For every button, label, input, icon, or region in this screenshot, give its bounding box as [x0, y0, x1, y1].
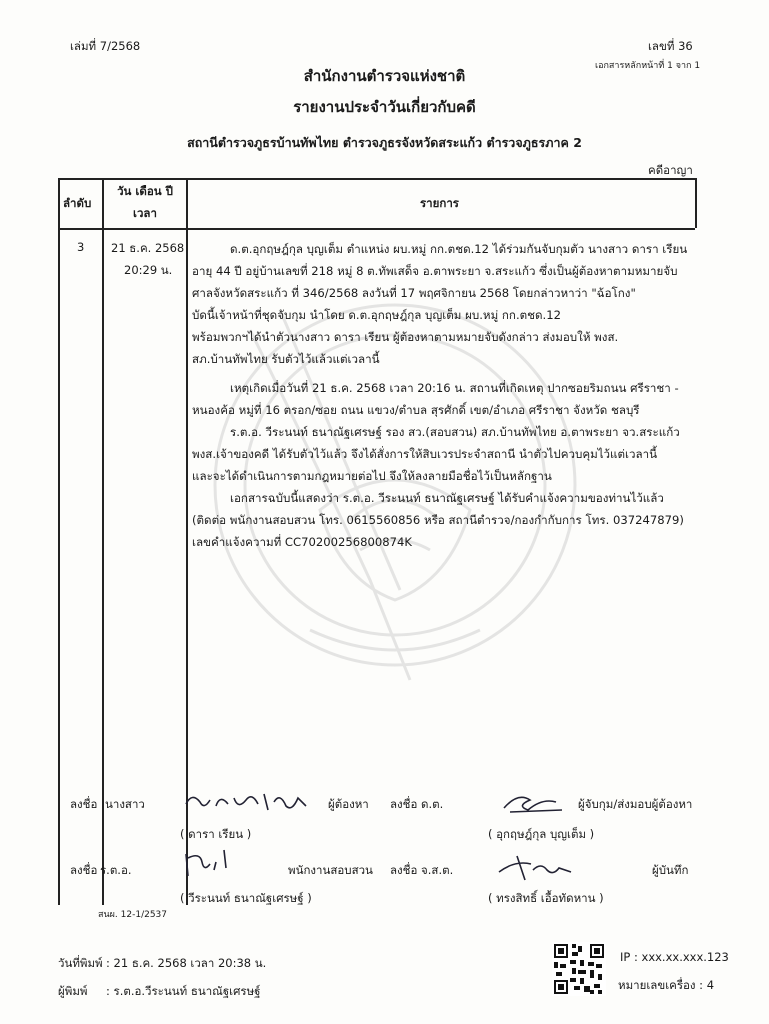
- sign-label: ลงชื่อ จ.ส.ต.: [390, 863, 454, 877]
- col-header-items: รายการ: [420, 196, 459, 210]
- entry-line: พร้อมพวกฯได้นำตัวนางสาว ดารา เรียน ผู้ต้องหาตามหมายจับดังกล่าว ส่งมอบให้ พงส.: [192, 330, 619, 344]
- entry-line: เอกสารฉบับนี้แสดงว่า ร.ต.อ. วีระนนท์ ธนาณัฐเศรษฐ์ ได้รับคำแจ้งความของท่านไว้แล้ว: [230, 491, 664, 505]
- form-code: สนผ. 12-1/2537: [98, 910, 168, 920]
- entry-line: เลขคำแจ้งความที่ CC70200256800874K: [192, 535, 412, 549]
- entry-line: หนองค้อ หมู่ที่ 16 ตรอก/ซอย ถนน แขวง/ตำบล สุรศักดิ์ เขต/อำเภอ ศรีราชา จังหวัด ชลบุรี: [192, 403, 640, 417]
- investigator-role: พนักงานสอบสวน: [288, 863, 373, 877]
- investigator-signature: [180, 846, 240, 882]
- book-number: เล่มที่ 7/2568: [70, 39, 141, 53]
- table-top-border: [58, 178, 695, 180]
- col-header-no: ลำดับ: [63, 196, 92, 210]
- entry-line: พงส.เจ้าของคดี ได้รับตัวไว้แล้ว จึงได้สั่งการให้สิบเวรประจำสถานี นำตัวไปควบคุมไว้แต่เวลานี้: [192, 447, 658, 461]
- entry-line: ด.ต.อุกฤษฎ์กุล บุญเต็ม ตำแหน่ง ผบ.หมู่ กก.ตชด.12 ได้ร่วมกันจับกุมตัว นางสาว ดารา เรียน: [230, 242, 688, 256]
- entry-line: ศาลจังหวัดสระแก้ว ที่ 346/2568 ลงวันที่ 17 พฤศจิกายน 2568 โดยกล่าวหาว่า "ฉ้อโกง": [192, 286, 636, 300]
- table-header-border: [58, 228, 695, 230]
- suspect-signature: [180, 784, 320, 818]
- officer-rank: ร.ต.อ.: [100, 863, 132, 877]
- col-header-date: วัน เดือน ปี: [117, 184, 173, 198]
- suspect-name: ( ดารา เรียน ): [180, 827, 252, 841]
- print-date-label: วันที่พิมพ์: [58, 956, 103, 970]
- printer-label: ผู้พิมพ์: [58, 984, 88, 998]
- entry-line: ร.ต.อ. วีระนนท์ ธนาณัฐเศรษฐ์ รอง สว.(สอบสวน) สภ.บ้านทัพไทย อ.ตาพระยา จว.สระแก้ว: [230, 425, 680, 439]
- col-header-time: เวลา: [133, 206, 157, 220]
- entry-line: สภ.บ้านทัพไทย รับตัวไว้แล้วแต่เวลานี้: [192, 352, 380, 366]
- recorder-signature: [495, 850, 575, 884]
- arrester-signature: [500, 788, 570, 816]
- column-divider-1: [102, 178, 104, 905]
- page-info: เอกสารหลักหน้าที่ 1 จาก 1: [595, 61, 701, 71]
- entry-line: อายุ 44 ปี อยู่บ้านเลขที่ 218 หมู่ 8 ต.ทัพเสด็จ อ.ตาพระยา จ.สระแก้ว ซึ่งเป็นผู้ต้องหาตามหมายจับ: [192, 264, 678, 278]
- report-title: รายงานประจำวันเกี่ยวกับคดี: [293, 98, 476, 116]
- sign-label: ลงชื่อ: [70, 797, 98, 811]
- entry-date: 21 ธ.ค. 2568: [111, 241, 185, 255]
- arrester-name: ( อุกฤษฎ์กุล บุญเต็ม ): [488, 827, 595, 841]
- printer-name: : ร.ต.อ.วีระนนท์ ธนาณัฐเศรษฐ์: [106, 984, 261, 998]
- recorder-name: ( ทรงสิทธิ์ เอื้อทัดหาน ): [488, 891, 604, 905]
- station-line: สถานีตำรวจภูธรบ้านทัพไทย ตำรวจภูธรจังหวัดสระแก้ว ตำรวจภูธรภาค 2: [187, 135, 582, 150]
- entry-line: และจะได้ดำเนินการตามกฎหมายต่อไป จึงให้ลงลายมือชื่อไว้เป็นหลักฐาน: [192, 469, 552, 483]
- arrester-role: ผู้จับกุม/ส่งมอบผู้ต้องหา: [578, 797, 693, 811]
- sign-label: ลงชื่อ ด.ต.: [390, 797, 444, 811]
- qr-code: [552, 942, 606, 996]
- entry-line: (ติดต่อ พนักงานสอบสวน โทร. 0615560856 หรือ สถานีตำรวจ/กองกำกับการ โทร. 037247879): [192, 513, 684, 527]
- sign-label: ลงชื่อ: [70, 863, 98, 877]
- entry-line: เหตุเกิดเมื่อวันที่ 21 ธ.ค. 2568 เวลา 20:16 น. สถานที่เกิดเหตุ ปากซอยริมถนน ศรีราชา -: [230, 381, 679, 395]
- document-number: เลขที่ 36: [648, 39, 693, 53]
- table-right-border: [695, 178, 697, 228]
- suspect-role: ผู้ต้องหา: [328, 797, 369, 811]
- machine-number: หมายเลขเครื่อง : 4: [618, 978, 715, 992]
- investigator-name: ( วีระนนท์ ธนาณัฐเศรษฐ์ ): [180, 891, 312, 905]
- entry-no: 3: [77, 240, 85, 254]
- table-left-border: [58, 178, 60, 905]
- case-type: คดีอาญา: [648, 163, 693, 177]
- ip-address: IP : xxx.xx.xxx.123: [620, 950, 729, 964]
- entry-line: บัดนี้เจ้าหน้าที่ชุดจับกุม นำโดย ด.ต.อุกฤษฎ์กุล บุญเต็ม ผบ.หมู่ กก.ตชด.12: [192, 308, 561, 322]
- print-date: : 21 ธ.ค. 2568 เวลา 20:38 น.: [106, 956, 267, 970]
- entry-time: 20:29 น.: [124, 263, 173, 277]
- suspect-title: นางสาว: [105, 797, 145, 811]
- agency-title: สำนักงานตำรวจแห่งชาติ: [303, 67, 466, 85]
- recorder-role: ผู้บันทึก: [652, 863, 689, 877]
